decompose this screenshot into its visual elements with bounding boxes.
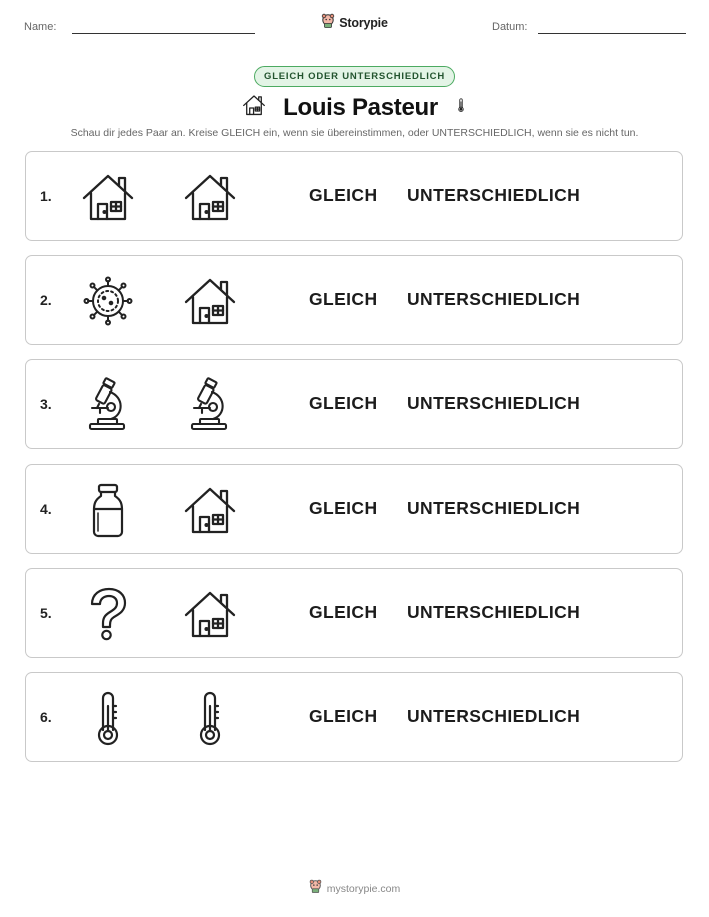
option-different[interactable]: UNTERSCHIEDLICH bbox=[407, 602, 581, 622]
pair-row bbox=[25, 464, 683, 554]
row-number: 6. bbox=[40, 709, 52, 725]
option-same[interactable]: GLEICH bbox=[309, 289, 378, 309]
instructions: Schau dir jedes Paar an. Kreise GLEICH ein, wenn sie übereinstimmen, oder UNTERSCHIEDLICH, wenn sie es nicht tun. bbox=[70, 127, 639, 139]
category-badge: GLEICH ODER UNTERSCHIEDLICH bbox=[254, 66, 455, 87]
footer bbox=[0, 879, 709, 898]
name-line[interactable] bbox=[72, 33, 255, 34]
pair-row bbox=[25, 672, 683, 762]
category-badge-wrap bbox=[0, 66, 709, 87]
option-different[interactable]: UNTERSCHIEDLICH bbox=[407, 289, 581, 309]
house-icon bbox=[182, 169, 238, 225]
option-different[interactable]: UNTERSCHIEDLICH bbox=[407, 393, 581, 413]
option-different[interactable]: UNTERSCHIEDLICH bbox=[407, 498, 581, 518]
thermometer-icon bbox=[454, 90, 468, 125]
pair-row bbox=[25, 568, 683, 658]
thermometer-icon bbox=[182, 690, 238, 746]
option-different[interactable]: UNTERSCHIEDLICH bbox=[407, 185, 581, 205]
house-icon bbox=[182, 273, 238, 329]
option-same[interactable]: GLEICH bbox=[309, 185, 378, 205]
virus-icon bbox=[80, 273, 136, 329]
option-same[interactable]: GLEICH bbox=[309, 393, 378, 413]
pair-row bbox=[25, 359, 683, 449]
date-line[interactable] bbox=[538, 33, 686, 34]
storypie-mascot-icon bbox=[309, 879, 322, 898]
page-title: Louis Pasteur bbox=[283, 93, 438, 121]
row-number: 5. bbox=[40, 605, 52, 621]
house-icon bbox=[182, 586, 238, 642]
house-icon bbox=[80, 169, 136, 225]
option-same[interactable]: GLEICH bbox=[309, 602, 378, 622]
row-number: 2. bbox=[40, 292, 52, 308]
microscope-icon bbox=[182, 377, 238, 433]
brand-name: Storypie bbox=[339, 16, 388, 30]
title-row bbox=[0, 90, 709, 125]
thermometer-icon bbox=[80, 690, 136, 746]
storypie-mascot-icon bbox=[321, 13, 335, 33]
option-same[interactable]: GLEICH bbox=[309, 498, 378, 518]
question-mark-icon bbox=[80, 586, 136, 642]
milk-bottle-icon bbox=[80, 482, 136, 538]
option-same[interactable]: GLEICH bbox=[309, 706, 378, 726]
pair-row bbox=[25, 255, 683, 345]
pair-row bbox=[25, 151, 683, 241]
house-icon bbox=[182, 482, 238, 538]
microscope-icon bbox=[80, 377, 136, 433]
row-number: 4. bbox=[40, 501, 52, 517]
house-icon bbox=[241, 93, 267, 122]
brand-logo bbox=[0, 13, 709, 33]
footer-site: mystorypie.com bbox=[326, 882, 401, 895]
row-number: 1. bbox=[40, 188, 52, 204]
name-label: Name: bbox=[24, 21, 57, 33]
row-number: 3. bbox=[40, 396, 52, 412]
date-label: Datum: bbox=[492, 21, 528, 33]
option-different[interactable]: UNTERSCHIEDLICH bbox=[407, 706, 581, 726]
